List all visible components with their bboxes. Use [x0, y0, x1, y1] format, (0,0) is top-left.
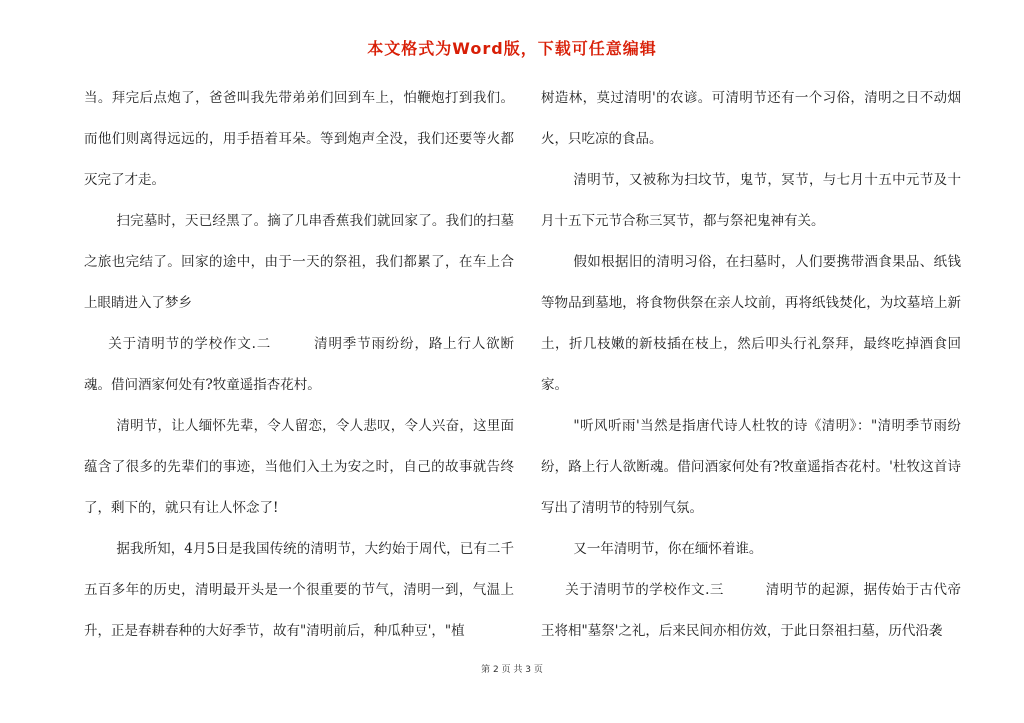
paragraph: "听风听雨'当然是指唐代诗人杜牧的诗《清明》："清明季节雨纷纷，路上行人欲断魂。借问酒家何处有?牧童遥指杏花村。'杜牧这首诗写出了清明节的特别气氛。 — [541, 418, 961, 516]
paragraph: 又一年清明节，你在缅怀着谁。 — [573, 541, 763, 557]
right-text-column — [541, 78, 961, 652]
paragraph: 假如根据旧的清明习俗，在扫墓时，人们要携带酒食果品、纸钱等物品到墓地，将食物供祭在亲人坟前，再将纸钱焚化，为坟墓培上新土，折几枝嫩的新枝插在枝上，然后叩头行礼祭拜，最终吃掉酒食回家。 — [541, 254, 961, 393]
paragraph: 当。拜完后点炮了，爸爸叫我先带弟弟们回到车上，怕鞭炮打到我们。而他们则离得远远的，用手捂着耳朵。等到炮声全没，我们还要等火都灭完了才走。 — [84, 90, 514, 188]
left-text-column — [84, 78, 514, 652]
paragraph: 清明节，让人缅怀先辈，令人留恋，令人悲叹，令人兴奋，这里面蕴含了很多的先辈们的事迹，当他们入土为安之时，自己的故事就告终了，剩下的，就只有让人怀念了! — [84, 418, 514, 516]
document-header-banner: 本文格式为Word版，下载可任意编辑 — [367, 39, 657, 58]
paragraph: 清明节，又被称为扫坟节，鬼节，冥节，与七月十五中元节及十月十五下元节合称三冥节，都与祭祀鬼神有关。 — [541, 172, 961, 229]
paragraph: 树造林，莫过清明'的农谚。可清明节还有一个习俗，清明之日不动烟火，只吃凉的食品。 — [541, 90, 961, 147]
essay-heading-paragraph: 关于清明节的学校作文.二 清明季节雨纷纷，路上行人欲断魂。借问酒家何处有?牧童遥指杏花村。 — [84, 336, 514, 393]
essay-heading-paragraph: 关于清明节的学校作文.三 清明节的起源，据传始于古代帝王将相"墓祭'之礼，后来民间亦相仿效，于此日祭祖扫墓，历代沿袭 — [541, 582, 961, 639]
page-number: 第 2 页 共 3 页 — [481, 665, 543, 675]
paragraph: 扫完墓时，天已经黑了。摘了几串香蕉我们就回家了。我们的扫墓之旅也完结了。回家的途中，由于一天的祭祖，我们都累了，在车上合上眼睛进入了梦乡 — [84, 213, 514, 311]
paragraph: 据我所知，4月5日是我国传统的清明节，大约始于周代，已有二千五百多年的历史，清明最开头是一个很重要的节气，清明一到，气温上升，正是春耕春种的大好季节，故有"清明前后，种瓜种豆'，"植 — [84, 541, 514, 639]
